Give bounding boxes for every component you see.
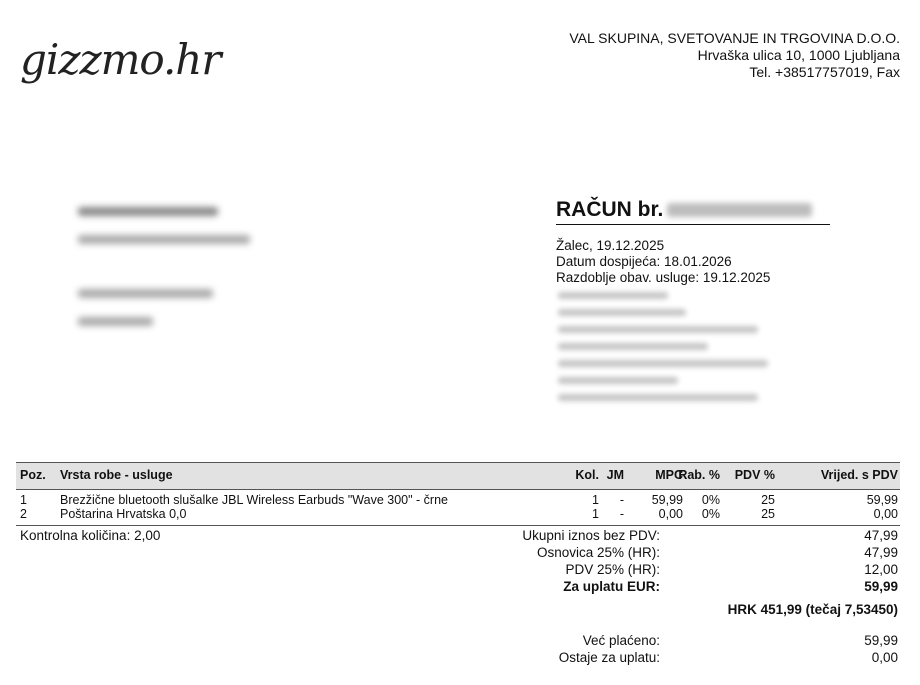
table-row	[16, 493, 900, 507]
cell-kol: 1	[592, 493, 599, 507]
paid-block	[450, 633, 898, 667]
total-vat-value: 12,00	[864, 562, 898, 577]
header-pos: Poz.	[20, 468, 46, 482]
table-row	[16, 507, 900, 521]
total-base-label: Osnovica 25% (HR):	[536, 545, 660, 560]
total-net-row	[450, 528, 898, 545]
invoice-meta-redacted	[558, 292, 768, 411]
cell-rab: 0%	[701, 493, 720, 507]
remaining-label: Ostaje za uplatu:	[558, 650, 660, 665]
invoice-place-date: Žalec, 19.12.2025	[556, 238, 665, 253]
paid-value: 59,99	[864, 633, 898, 648]
total-vat-row	[450, 562, 898, 579]
cell-desc: Poštarina Hrvatska 0,0	[60, 507, 187, 521]
remaining-row	[450, 650, 898, 667]
cell-pos: 1	[20, 493, 27, 507]
company-info	[569, 30, 900, 81]
items-table	[16, 462, 900, 526]
total-pay-row	[450, 579, 898, 596]
table-header	[16, 462, 900, 490]
svg-text:gizzmo.hr: gizzmo.hr	[20, 35, 221, 84]
cell-vri: 0,00	[873, 507, 898, 521]
invoice-meta	[556, 238, 770, 286]
total-vat-label: PDV 25% (HR):	[565, 562, 660, 577]
header-desc: Vrsta robe - usluge	[60, 468, 173, 482]
cell-mpc: 0,00	[658, 507, 683, 521]
invoice-number-redacted	[667, 203, 812, 217]
company-phone: Tel. +38517757019, Fax	[749, 64, 900, 80]
cell-kol: 1	[592, 507, 599, 521]
header-kol: Kol.	[575, 468, 599, 482]
cell-rab: 0%	[701, 507, 720, 521]
cell-desc: Brezžične bluetooth slušalke JBL Wireless Earbuds "Wave 300" - črne	[60, 493, 448, 507]
total-base-value: 47,99	[864, 545, 898, 560]
company-name: VAL SKUPINA, SVETOVANJE IN TRGOVINA D.O.O.	[569, 30, 900, 46]
header-pdv: PDV %	[734, 468, 775, 482]
totals-block	[450, 528, 898, 596]
header-mpc: MPC	[655, 468, 683, 482]
total-base-row	[450, 545, 898, 562]
remaining-value: 0,00	[871, 650, 898, 665]
total-net-label: Ukupni iznos bez PDV:	[522, 528, 660, 543]
gizzmo-logo	[18, 22, 228, 102]
cell-jm: -	[619, 507, 624, 521]
company-address: Hrvaška ulica 10, 1000 Ljubljana	[697, 47, 900, 63]
cell-jm: -	[619, 493, 624, 507]
total-hrk: HRK 451,99 (tečaj 7,53450)	[727, 602, 898, 617]
paid-label: Već plaćeno:	[582, 633, 660, 648]
cell-pos: 2	[20, 507, 27, 521]
invoice-due-date: Datum dospijeća: 18.01.2026	[556, 254, 732, 269]
total-pay-label: Za uplatu EUR:	[563, 579, 660, 594]
header-rab: Rab. %	[678, 468, 720, 482]
cell-pdv: 25	[761, 493, 775, 507]
header-jm: JM	[606, 468, 624, 482]
invoice-title	[556, 198, 830, 225]
cell-vri: 59,99	[866, 493, 898, 507]
total-net-value: 47,99	[864, 528, 898, 543]
invoice-title-text: RAČUN br.	[556, 198, 664, 221]
header-vri: Vrijed. s PDV	[820, 468, 898, 482]
total-pay-value: 59,99	[864, 579, 898, 594]
paid-row	[450, 633, 898, 650]
cell-mpc: 59,99	[651, 493, 683, 507]
invoice-service-period: Razdoblje obav. usluge: 19.12.2025	[556, 270, 771, 285]
control-quantity: Kontrolna količina: 2,00	[20, 528, 161, 543]
cell-pdv: 25	[761, 507, 775, 521]
